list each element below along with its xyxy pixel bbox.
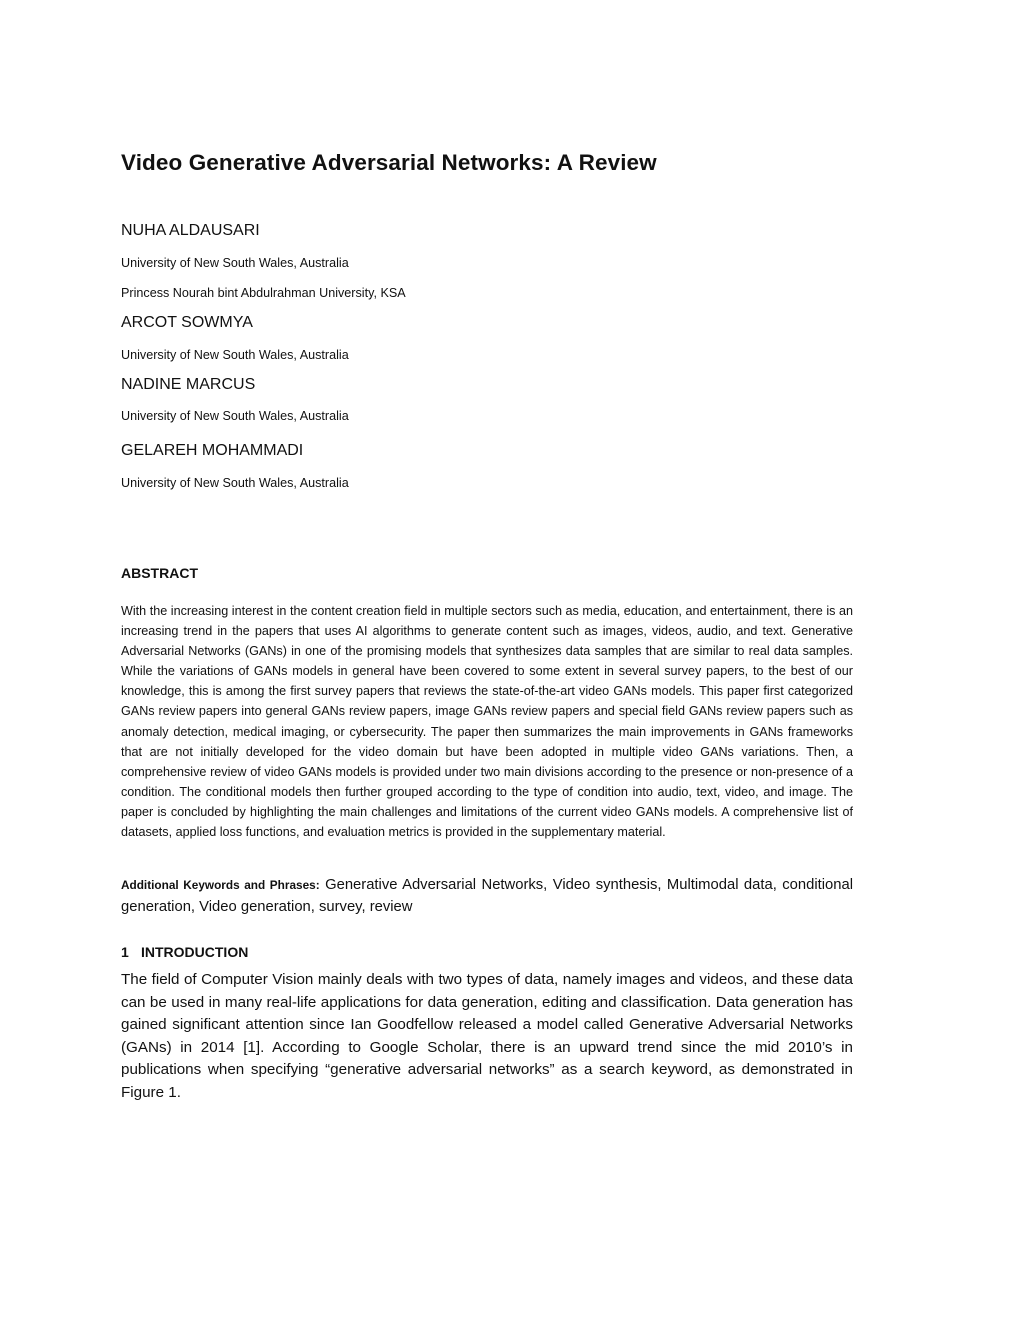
author-affiliation-1b: Princess Nourah bint Abdulrahman University, KSA [121,286,406,300]
author-affiliation-1a: University of New South Wales, Australia [121,256,349,270]
author-affiliation-2: University of New South Wales, Australia [121,348,349,362]
keywords [121,874,853,918]
author-name-4: GELAREH MOHAMMADI [121,442,304,459]
section-heading-introduction [121,944,248,960]
paper-title: Video Generative Adversarial Networks: A Review [121,150,657,175]
keywords-text: Generative Adversarial Networks, Video synthesis, Multimodal data, conditional generation, Video generation, survey, review [121,877,853,915]
section-title: INTRODUCTION [141,944,249,960]
author-affiliation-4: University of New South Wales, Australia [121,476,349,490]
author-name-3: NADINE MARCUS [121,376,256,393]
keywords-label: Additional Keywords and Phrases: [121,878,320,892]
author-name-1: NUHA ALDAUSARI [121,222,260,239]
introduction-text: The field of Computer Vision mainly deals with two types of data, namely images and videos, and these data can be used in many real-life applications for data generation, editing and classification. Data generation has gained significant attention since Ian Goodfellow released a model called Generative Adversarial Networks (GANs) in 2014 [1]. According to Google Scholar, there is an upward trend since the mid 2010’s in publications when specifying “generative adversarial networks” as a search keyword, as demonstrated in Figure 1. [121,971,853,1101]
section-number: 1 [121,944,129,960]
author-affiliation-3: University of New South Wales, Australia [121,409,349,423]
abstract-heading: ABSTRACT [121,565,198,581]
abstract-text: With the increasing interest in the content creation field in multiple sectors such as media, education, and entertainment, there is an increasing trend in the papers that uses AI algorithms to generate content such as images, videos, audio, and text. Generative Adversarial Networks (GANs) in one of the promising models that synthesizes data samples that are similar to real data samples. While the variations of GANs models in general have been covered to some extent in several survey papers, to the best of our knowledge, this is among the first survey papers that reviews the state-of-the-art video GANs models. This paper first categorized GANs review papers into general GANs review papers, image GANs review papers and special field GANs review papers such as anomaly detection, medical imaging, or cybersecurity. The paper then summarizes the main improvements in GANs frameworks that are not initially developed for the video domain but have been adopted in multiple video GANs variations. Then, a comprehensive review of video GANs models is provided under two main divisions according to the presence or non-presence of a condition. The conditional models then further grouped according to the type of condition into audio, text, video, and image. The paper is concluded by highlighting the main challenges and limitations of the current video GANs models. A comprehensive list of datasets, applied loss functions, and evaluation metrics is provided in the supplementary material. [121,604,853,840]
paper-page [121,0,853,1325]
author-name-2: ARCOT SOWMYA [121,314,253,331]
